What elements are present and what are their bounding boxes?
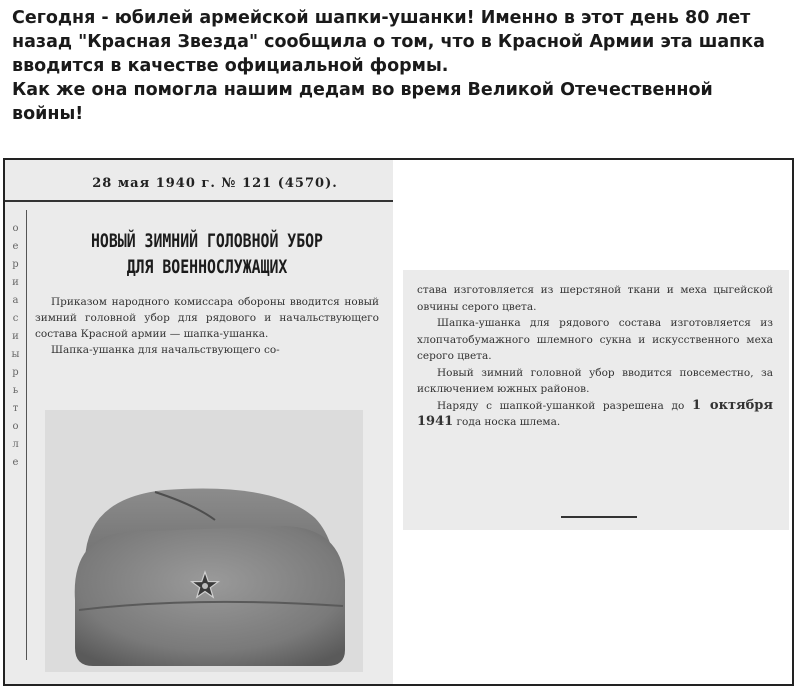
article-paragraph: Новый зимний головной убор вводится повсеместно, за исключением южных районов. <box>417 366 773 395</box>
neighbor-column-edge: о е р и а с и ы р ь т о л е <box>5 210 27 660</box>
newspaper-clipping-right <box>403 270 789 530</box>
newspaper-clipping-left <box>5 160 393 684</box>
newspaper-image-frame <box>3 158 794 686</box>
caption-paragraph-1: Сегодня - юбилей армейской шапки-ушанки! Именно в этот день 80 лет назад "Красная Звезда" сообщила о том, что в Красной Армии эта шапка вводится в качестве официальной формы. <box>12 8 765 76</box>
article-paragraph: Шапка-ушанка для начальствующего со- <box>51 344 280 356</box>
paragraph-lead: Наряду с шапкой-ушанкой разрешена до <box>437 399 685 412</box>
article-end-rule <box>561 516 637 518</box>
deadline-date: 1 октября 1941 <box>417 397 773 429</box>
issue-date-line: 28 мая 1940 г. № 121 (4570). <box>92 176 338 191</box>
headline-line-2: ДЛЯ ВОЕННОСЛУЖАЩИХ <box>126 256 288 278</box>
article-body-left <box>35 294 379 358</box>
paragraph-tail: года носка шлема. <box>456 416 561 428</box>
article-body-right <box>417 282 773 431</box>
article-headline <box>68 228 346 280</box>
article-paragraph: Приказом народного комиссара обороны вводится новый зимний головной убор для рядового и начальствующего состава Красной армии — шапка-ушанка. <box>35 296 379 340</box>
post-caption <box>12 6 788 126</box>
ushanka-hat-illustration <box>45 410 363 672</box>
issue-divider <box>5 200 393 202</box>
article-paragraph: става изготовляется из шерстяной ткани и меха цыгейской овчины серого цвета. <box>417 284 773 313</box>
article-paragraph <box>417 398 773 431</box>
article-paragraph: Шапка-ушанка для рядового состава изготовляется из хлопчатобумажного шлемного сукна и искусственного меха серого цвета. <box>417 317 773 362</box>
hat-front-flap <box>75 526 345 666</box>
ushanka-photo <box>45 410 363 672</box>
headline-line-1: НОВЫЙ ЗИМНИЙ ГОЛОВНОЙ УБОР <box>90 230 323 252</box>
caption-paragraph-2: Как же она помогла нашим дедам во время Великой Отечественной войны! <box>12 80 713 124</box>
